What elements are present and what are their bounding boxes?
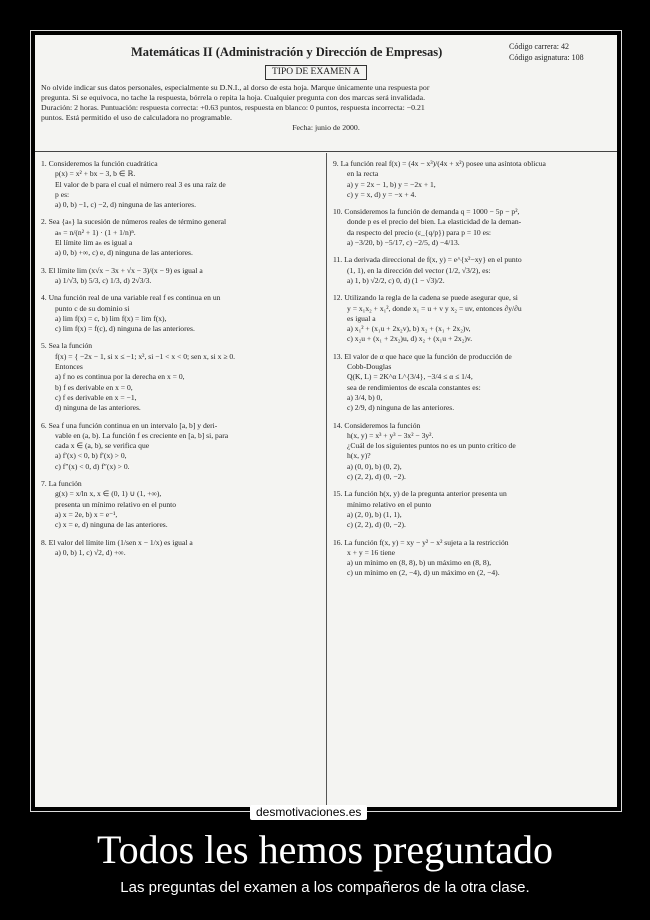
question-line: a) x = 2e, b) x = e⁻¹, bbox=[55, 509, 118, 519]
question-line: c) y = x, d) y = −x + 4. bbox=[347, 189, 417, 199]
question-stem: 3. El límite lim (x√x − 3x + √x − 3)/(x − 9) es igual a bbox=[41, 265, 203, 275]
code-carrera: Código carrera: 42 bbox=[509, 42, 569, 51]
question-item bbox=[41, 266, 321, 287]
instruction-line: No olvide indicar sus datos personales, especialmente su D.N.I., al dorso de esta hoja. Marque únicamente una respuesta por bbox=[41, 83, 430, 92]
question-line: c) 2/9, d) ninguna de las anteriores. bbox=[347, 403, 455, 413]
question-line: a) 1, b) √2/2, c) 0, d) (1 − √3)/2. bbox=[347, 275, 445, 285]
poster-frame bbox=[30, 30, 622, 812]
question-line: Q(K, L) = 2K^α L^{3/4}, −3/4 ≤ α ≤ 1/4, bbox=[347, 372, 473, 382]
question-line: a) 1/√3, b) 5/3, c) 1/3, d) 2√3/3. bbox=[55, 275, 152, 285]
question-line: sea de rendimientos de escala constantes es: bbox=[347, 382, 481, 392]
left-question-column bbox=[41, 159, 321, 565]
question-stem: 6. Sea f una función continua en un intervalo [a, b] y deri- bbox=[41, 420, 218, 430]
question-stem: 7. La función bbox=[41, 479, 82, 489]
question-line: a) lim f(x) = c, b) lim f(x) = lim f(x), bbox=[55, 313, 167, 323]
instruction-line: pregunta. Si se equivoca, no tache la respuesta, bórrela o repita la hoja. Cualquier pregunta con dos marcas será invalidada. bbox=[41, 93, 426, 102]
right-question-column bbox=[333, 159, 611, 586]
poster-subcaption: Las preguntas del examen a los compañeros de la otra clase. bbox=[120, 879, 530, 896]
exam-type-box: TIPO DE EXAMEN A bbox=[265, 65, 367, 80]
question-line: a) un mínimo en (8, 8), b) un máximo en (8, 8), bbox=[347, 558, 492, 568]
question-line: a) y = 2x − 1, b) y = −2x + 1, bbox=[347, 179, 436, 189]
exam-sheet bbox=[35, 35, 617, 807]
question-line: a) 3/4, b) 0, bbox=[347, 392, 383, 402]
question-line: (1, 1), en la dirección del vector (1/2, √3/2), es: bbox=[347, 265, 491, 275]
question-line: c) (2, 2), d) (0, −2). bbox=[347, 472, 406, 482]
question-line: ¿Cuál de los siguientes puntos no es un punto crítico de bbox=[347, 441, 516, 451]
exam-instructions bbox=[41, 83, 611, 133]
question-stem: 10. Consideremos la función de demanda q = 1000 − 5p − p², bbox=[333, 207, 520, 217]
question-stem: 16. La función f(x, y) = xy − y² − x² sujeta a la restricción bbox=[333, 537, 509, 547]
question-line: Entonces bbox=[55, 362, 83, 372]
question-stem: 12. Utilizando la regla de la cadena se puede asegurar que, si bbox=[333, 293, 518, 303]
question-line: presenta un mínimo relativo en el punto bbox=[55, 499, 177, 509]
question-stem: 15. La función h(x, y) de la pregunta anterior presenta un bbox=[333, 489, 507, 499]
question-stem: 1. Consideremos la función cuadrática bbox=[41, 159, 158, 168]
question-line: f(x) = { −2x − 1, si x ≤ −1; x², si −1 < x < 0; sen x, si x ≥ 0. bbox=[55, 351, 236, 361]
question-line: d) ninguna de las anteriores. bbox=[55, 403, 141, 413]
question-line: aₙ = n/(n² + 1) · (1 + 1/n)ⁿ. bbox=[55, 227, 136, 237]
question-line: c) un mínimo en (2, −4), d) un máximo en (2, −4). bbox=[347, 568, 500, 578]
question-stem: 14. Consideremos la función bbox=[333, 420, 421, 430]
question-line: c) f es derivable en x = −1, bbox=[55, 392, 137, 402]
question-line: h(x, y) = x³ + y³ − 3x² − 3y². bbox=[347, 430, 434, 440]
question-item bbox=[333, 159, 611, 200]
question-line: g(x) = x/ln x, x ∈ (0, 1) ∪ (1, +∞), bbox=[55, 489, 162, 499]
question-item bbox=[333, 255, 611, 286]
question-line: punto c de su dominio si bbox=[55, 303, 130, 313]
question-line: a) (2, 0), b) (1, 1), bbox=[347, 509, 402, 519]
question-line: El límite lim aₙ es igual a bbox=[55, 238, 133, 248]
question-line: a) f′(x) < 0, b) f′(x) > 0, bbox=[55, 451, 127, 461]
exam-date: Fecha: junio de 2000. bbox=[292, 123, 360, 132]
poster-caption: Todos les hemos preguntado bbox=[96, 827, 553, 872]
column-divider bbox=[326, 153, 327, 807]
question-item bbox=[41, 217, 321, 258]
question-line: h(x, y)? bbox=[347, 451, 371, 461]
question-line: c) x = e, d) ninguna de las anteriores. bbox=[55, 520, 168, 530]
question-line: da respecto del precio (ε_{q/p}) para p = 10 es: bbox=[347, 227, 492, 237]
question-stem: 4. Una función real de una variable real f es continua en un bbox=[41, 293, 221, 303]
question-line: El valor de b para el cual el número real 3 es una raíz de bbox=[55, 179, 226, 189]
question-stem: 5. Sea la función bbox=[41, 341, 93, 351]
question-line: a) x₁² + (x₁u + 2x₂v), b) x₂ + (x₁ + 2x₂)v, bbox=[347, 324, 471, 334]
question-item bbox=[41, 479, 321, 530]
question-item bbox=[41, 421, 321, 472]
question-line: a) f no es continua por la derecha en x = 0, bbox=[55, 372, 185, 382]
question-item bbox=[333, 538, 611, 579]
question-line: x + y = 16 tiene bbox=[347, 547, 396, 557]
question-line: en la recta bbox=[347, 169, 379, 179]
question-line: p(x) = x² + bx − 3, b ∈ ℝ. bbox=[55, 169, 136, 179]
question-line: c) lim f(x) = f(c), d) ninguna de las anteriores. bbox=[55, 324, 195, 334]
question-stem: 2. Sea {aₙ} la sucesión de números reales de término general bbox=[41, 217, 227, 227]
question-line: donde p es el precio del bien. La elasticidad de la deman- bbox=[347, 217, 522, 227]
question-item bbox=[333, 489, 611, 530]
question-line: a) 0, b) −1, c) −2, d) ninguna de las anteriores. bbox=[55, 200, 196, 210]
question-line: c) (2, 2), d) (0, −2). bbox=[347, 520, 406, 530]
question-line: Cobb-Douglas bbox=[347, 362, 392, 372]
header-divider bbox=[35, 151, 617, 152]
watermark-logo: desmotivaciones.es bbox=[250, 805, 367, 820]
question-item bbox=[333, 207, 611, 248]
instruction-line: Duración: 2 horas. Puntuación: respuesta correcta: +0.63 puntos, respuesta en blanco: 0 puntos, respuesta incorrecta: −0.21 bbox=[41, 103, 425, 112]
question-item bbox=[333, 293, 611, 344]
question-line: a) 0, b) 1, c) √2, d) +∞. bbox=[55, 547, 126, 557]
question-item bbox=[41, 538, 321, 559]
question-item bbox=[41, 159, 321, 210]
question-line: mínimo relativo en el punto bbox=[347, 499, 432, 509]
question-stem: 11. La derivada direccional de f(x, y) = e^{x²−xy} en el punto bbox=[333, 255, 522, 265]
exam-title: Matemáticas II (Administración y Dirección de Empresas) bbox=[131, 45, 443, 59]
question-line: vable en (a, b). La función f es creciente en [a, b] si, para bbox=[55, 430, 229, 440]
question-line: a) (0, 0), b) (0, 2), bbox=[347, 461, 402, 471]
instruction-line: puntos. Está permitido el uso de calculadora no programable. bbox=[41, 113, 232, 122]
question-stem: 13. El valor de α que hace que la función de producción de bbox=[333, 351, 512, 361]
question-line: c) x₂u + (x₁ + 2x₂)u, d) x₂ + (x₁u + 2x₂)v. bbox=[347, 334, 473, 344]
question-line: a) −3/20, b) −5/17, c) −2/5, d) −4/13. bbox=[347, 238, 460, 248]
question-stem: 9. La función real f(x) = (4x − x³)/(4x + x²) posee una asíntota oblicua bbox=[333, 159, 546, 168]
question-item bbox=[333, 421, 611, 483]
question-item bbox=[41, 293, 321, 334]
question-item bbox=[333, 352, 611, 414]
question-line: y = x₁x₂ + x₁², donde x₁ = u + v y x₂ = uv, entonces ∂y/∂u bbox=[347, 303, 522, 313]
exam-header bbox=[35, 35, 617, 147]
code-asignatura: Código asignatura: 108 bbox=[509, 53, 584, 62]
question-line: es igual a bbox=[347, 313, 376, 323]
question-line: a) 0, b) +∞, c) e, d) ninguna de las anteriores. bbox=[55, 248, 193, 258]
question-line: cada x ∈ (a, b), se verifica que bbox=[55, 441, 150, 451]
question-line: b) f es derivable en x = 0, bbox=[55, 382, 133, 392]
question-line: p es: bbox=[55, 189, 70, 199]
exam-codes bbox=[509, 41, 584, 63]
question-item bbox=[41, 341, 321, 413]
question-line: c) f″(x) < 0, d) f″(x) > 0. bbox=[55, 461, 130, 471]
question-stem: 8. El valor del límite lim (1/sen x − 1/x) es igual a bbox=[41, 537, 193, 547]
